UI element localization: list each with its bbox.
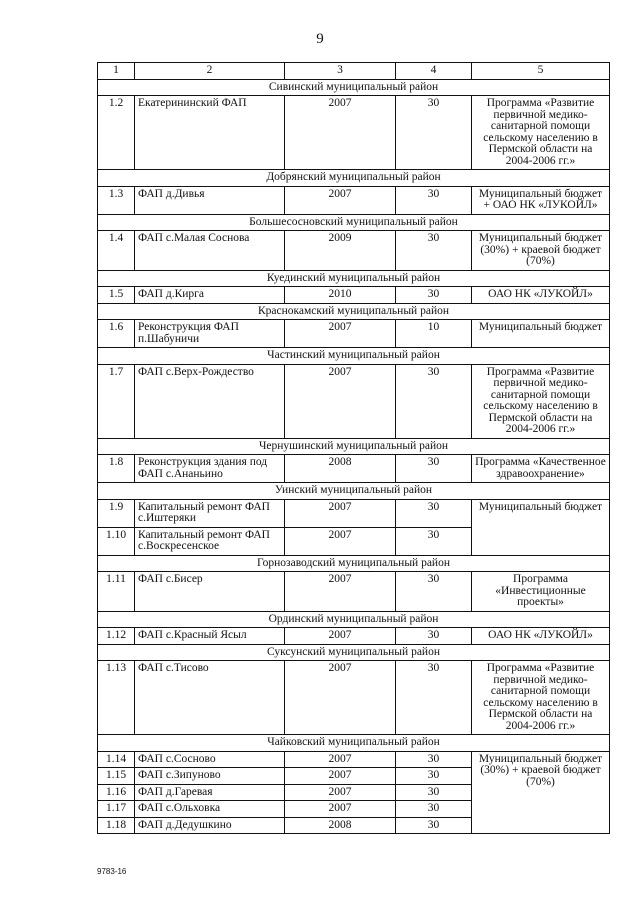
year-cell: 2007 xyxy=(285,751,396,768)
capacity-cell: 30 xyxy=(396,801,472,818)
funding-source: Муниципальный бюджет (30%) + краевой бюджет (70%) xyxy=(472,231,610,271)
district-row xyxy=(98,483,610,500)
funding-source: Программа «Развитие первичной медико-санитарной помощи сельскому населению в Пермской области на 2004-2006 гг.» xyxy=(472,364,610,438)
facility-name: ФАП д.Дедушкино xyxy=(135,817,285,834)
district-row xyxy=(98,214,610,231)
funding-source: ОАО НК «ЛУКОЙЛ» xyxy=(472,287,610,304)
year-cell: 2007 xyxy=(285,96,396,170)
facility-name: Екатерининский ФАП xyxy=(135,96,285,170)
capacity-cell: 30 xyxy=(396,364,472,438)
row-number: 1.11 xyxy=(98,572,135,612)
district-name: Чайковский муниципальный район xyxy=(98,735,610,752)
facility-name: ФАП с.Бисер xyxy=(135,572,285,612)
table-row xyxy=(98,231,610,271)
year-cell: 2007 xyxy=(285,320,396,348)
facility-name: ФАП с.Верх-Рождество xyxy=(135,364,285,438)
table-row xyxy=(98,287,610,304)
capacity-cell: 30 xyxy=(396,527,472,555)
row-number: 1.3 xyxy=(98,186,135,214)
funding-source: Муниципальный бюджет (30%) + краевой бюджет (70%) xyxy=(472,751,610,834)
year-cell: 2007 xyxy=(285,572,396,612)
facility-name: Реконструкция ФАП п.Шабуничи xyxy=(135,320,285,348)
district-row xyxy=(98,611,610,628)
table-header-row xyxy=(98,63,610,80)
row-number: 1.13 xyxy=(98,661,135,735)
row-number: 1.10 xyxy=(98,527,135,555)
row-number: 1.12 xyxy=(98,628,135,645)
capacity-cell: 30 xyxy=(396,628,472,645)
header-cell: 5 xyxy=(472,63,610,80)
year-cell: 2007 xyxy=(285,186,396,214)
year-cell: 2007 xyxy=(285,784,396,801)
facility-name: ФАП с.Зипуново xyxy=(135,768,285,785)
row-number: 1.5 xyxy=(98,287,135,304)
district-row xyxy=(98,348,610,365)
table-row xyxy=(98,320,610,348)
facility-name: Капитальный ремонт ФАП с.Иштеряки xyxy=(135,499,285,527)
table-row xyxy=(98,499,610,527)
year-cell: 2007 xyxy=(285,661,396,735)
district-name: Добрянский муниципальный район xyxy=(98,170,610,187)
year-cell: 2008 xyxy=(285,817,396,834)
year-cell: 2007 xyxy=(285,801,396,818)
header-cell: 4 xyxy=(396,63,472,80)
row-number: 1.4 xyxy=(98,231,135,271)
row-number: 1.17 xyxy=(98,801,135,818)
capacity-cell: 30 xyxy=(396,455,472,483)
district-name: Куединский муниципальный район xyxy=(98,270,610,287)
table-row xyxy=(98,751,610,768)
funding-source: Муниципальный бюджет xyxy=(472,499,610,555)
year-cell: 2010 xyxy=(285,287,396,304)
year-cell: 2007 xyxy=(285,364,396,438)
year-cell: 2007 xyxy=(285,499,396,527)
page-number: 9 xyxy=(316,31,324,47)
capacity-cell: 30 xyxy=(396,751,472,768)
facility-name: ФАП д.Гаревая xyxy=(135,784,285,801)
facility-name: Капитальный ремонт ФАП с.Воскресенское xyxy=(135,527,285,555)
facility-name: ФАП с.Красный Ясыл xyxy=(135,628,285,645)
table-row xyxy=(98,661,610,735)
funding-source: Программа «Инвестиционные проекты» xyxy=(472,572,610,612)
row-number: 1.16 xyxy=(98,784,135,801)
row-number: 1.9 xyxy=(98,499,135,527)
facilities-table xyxy=(97,62,610,834)
funding-source: Программа «Качественное здравоохранение» xyxy=(472,455,610,483)
funding-source: ОАО НК «ЛУКОЙЛ» xyxy=(472,628,610,645)
district-row xyxy=(98,170,610,187)
facility-name: ФАП с.Ольховка xyxy=(135,801,285,818)
district-row xyxy=(98,555,610,572)
funding-source: Программа «Развитие первичной медико-санитарной помощи сельскому населению в Пермской области на 2004-2006 гг.» xyxy=(472,96,610,170)
capacity-cell: 30 xyxy=(396,186,472,214)
district-name: Горнозаводский муниципальный район xyxy=(98,555,610,572)
district-name: Уинский муниципальный район xyxy=(98,483,610,500)
row-number: 1.8 xyxy=(98,455,135,483)
header-cell: 1 xyxy=(98,63,135,80)
capacity-cell: 10 xyxy=(396,320,472,348)
district-row xyxy=(98,644,610,661)
row-number: 1.15 xyxy=(98,768,135,785)
district-row xyxy=(98,79,610,96)
funding-source: Муниципальный бюджет xyxy=(472,320,610,348)
year-cell: 2008 xyxy=(285,455,396,483)
district-name: Чернушинский муниципальный район xyxy=(98,438,610,455)
row-number: 1.2 xyxy=(98,96,135,170)
table-row xyxy=(98,96,610,170)
table-row xyxy=(98,455,610,483)
table-row xyxy=(98,572,610,612)
district-name: Сивинский муниципальный район xyxy=(98,79,610,96)
row-number: 1.18 xyxy=(98,817,135,834)
district-row xyxy=(98,303,610,320)
funding-source: Муниципальный бюджет + ОАО НК «ЛУКОЙЛ» xyxy=(472,186,610,214)
year-cell: 2007 xyxy=(285,628,396,645)
capacity-cell: 30 xyxy=(396,768,472,785)
district-row xyxy=(98,270,610,287)
table-row xyxy=(98,628,610,645)
district-name: Частинский муниципальный район xyxy=(98,348,610,365)
district-name: Большесосновский муниципальный район xyxy=(98,214,610,231)
capacity-cell: 30 xyxy=(396,572,472,612)
capacity-cell: 30 xyxy=(396,231,472,271)
district-name: Суксунский муниципальный район xyxy=(98,644,610,661)
header-cell: 3 xyxy=(285,63,396,80)
facility-name: ФАП с.Сосново xyxy=(135,751,285,768)
facility-name: Реконструкция здания под ФАП с.Ананьино xyxy=(135,455,285,483)
year-cell: 2007 xyxy=(285,527,396,555)
capacity-cell: 30 xyxy=(396,661,472,735)
row-number: 1.14 xyxy=(98,751,135,768)
district-name: Ординский муниципальный район xyxy=(98,611,610,628)
table-row xyxy=(98,364,610,438)
facility-name: ФАП с.Малая Соснова xyxy=(135,231,285,271)
capacity-cell: 30 xyxy=(396,96,472,170)
district-row xyxy=(98,438,610,455)
facility-name: ФАП с.Тисово xyxy=(135,661,285,735)
district-name: Краснокамский муниципальный район xyxy=(98,303,610,320)
facility-name: ФАП д.Дивья xyxy=(135,186,285,214)
capacity-cell: 30 xyxy=(396,287,472,304)
row-number: 1.7 xyxy=(98,364,135,438)
capacity-cell: 30 xyxy=(396,817,472,834)
capacity-cell: 30 xyxy=(396,499,472,527)
funding-source: Программа «Развитие первичной медико-санитарной помощи сельскому населению в Пермской области на 2004-2006 гг.» xyxy=(472,661,610,735)
facility-name: ФАП д.Кирга xyxy=(135,287,285,304)
district-row xyxy=(98,735,610,752)
document-code: 9783-16 xyxy=(97,867,127,876)
year-cell: 2007 xyxy=(285,768,396,785)
header-cell: 2 xyxy=(135,63,285,80)
row-number: 1.6 xyxy=(98,320,135,348)
capacity-cell: 30 xyxy=(396,784,472,801)
year-cell: 2009 xyxy=(285,231,396,271)
table-row xyxy=(98,186,610,214)
